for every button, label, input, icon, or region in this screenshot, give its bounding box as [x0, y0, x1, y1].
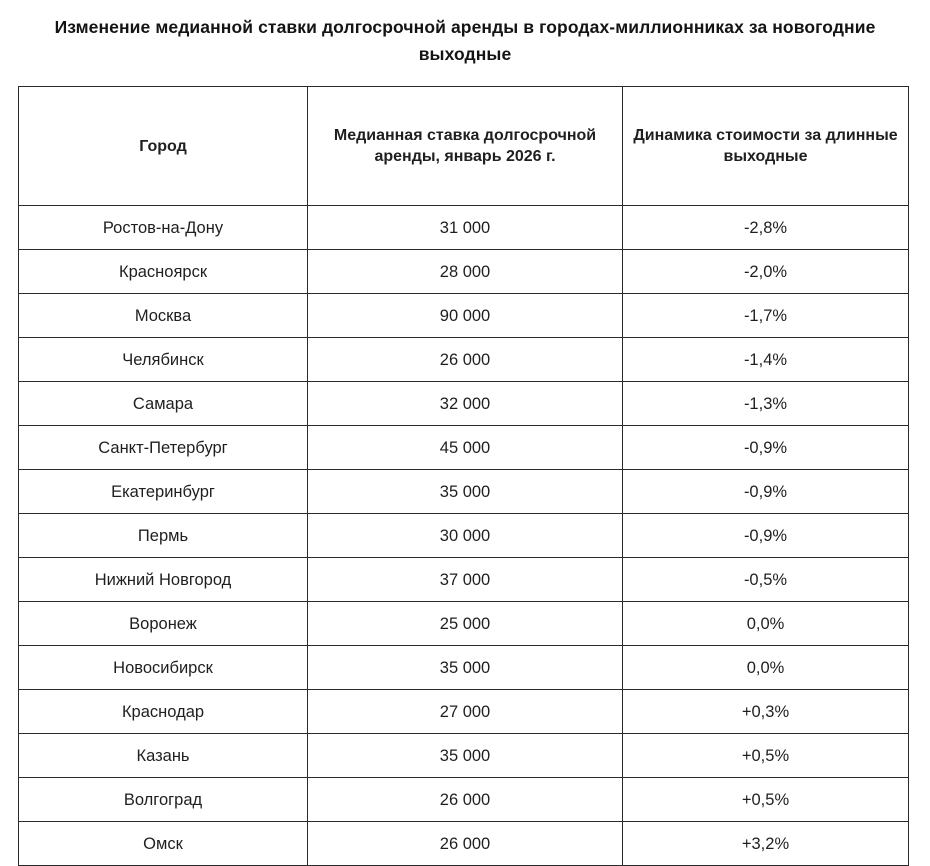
cell-dynamic: -0,9% [623, 470, 909, 514]
table-row [19, 294, 909, 338]
cell-median-rate: 28 000 [308, 250, 623, 294]
cell-city: Воронеж [19, 602, 308, 646]
cell-city: Нижний Новгород [19, 558, 308, 602]
column-header-city: Город [19, 87, 308, 206]
table-row [19, 822, 909, 866]
cell-city: Красноярск [19, 250, 308, 294]
cell-dynamic: -1,4% [623, 338, 909, 382]
rent-rates-table-container [18, 86, 908, 866]
cell-dynamic: +3,2% [623, 822, 909, 866]
table-row [19, 206, 909, 250]
table-row [19, 514, 909, 558]
cell-dynamic: +0,5% [623, 778, 909, 822]
table-row [19, 558, 909, 602]
cell-city: Санкт-Петербург [19, 426, 308, 470]
table-row [19, 646, 909, 690]
table-header [19, 87, 909, 206]
cell-median-rate: 30 000 [308, 514, 623, 558]
cell-dynamic: -0,9% [623, 514, 909, 558]
cell-city: Омск [19, 822, 308, 866]
cell-dynamic: 0,0% [623, 602, 909, 646]
cell-dynamic: +0,3% [623, 690, 909, 734]
table-row [19, 426, 909, 470]
cell-city: Челябинск [19, 338, 308, 382]
cell-city: Казань [19, 734, 308, 778]
cell-city: Краснодар [19, 690, 308, 734]
cell-median-rate: 35 000 [308, 646, 623, 690]
cell-city: Новосибирск [19, 646, 308, 690]
cell-city: Самара [19, 382, 308, 426]
cell-median-rate: 27 000 [308, 690, 623, 734]
cell-median-rate: 35 000 [308, 734, 623, 778]
cell-median-rate: 37 000 [308, 558, 623, 602]
cell-median-rate: 31 000 [308, 206, 623, 250]
cell-dynamic: -1,7% [623, 294, 909, 338]
table-header-row [19, 87, 909, 206]
cell-city: Москва [19, 294, 308, 338]
table-row [19, 602, 909, 646]
cell-city: Пермь [19, 514, 308, 558]
cell-median-rate: 26 000 [308, 822, 623, 866]
cell-city: Екатеринбург [19, 470, 308, 514]
cell-dynamic: -0,9% [623, 426, 909, 470]
cell-median-rate: 26 000 [308, 338, 623, 382]
cell-city: Волгоград [19, 778, 308, 822]
cell-median-rate: 26 000 [308, 778, 623, 822]
table-row [19, 470, 909, 514]
table-row [19, 382, 909, 426]
page-title: Изменение медианной ставки долгосрочной аренды в городах-миллионниках за новогодние выходные [54, 17, 876, 64]
cell-dynamic: -0,5% [623, 558, 909, 602]
cell-median-rate: 32 000 [308, 382, 623, 426]
table-row [19, 250, 909, 294]
table-row [19, 734, 909, 778]
cell-dynamic: 0,0% [623, 646, 909, 690]
cell-median-rate: 45 000 [308, 426, 623, 470]
column-header-dynamic: Динамика стоимости за длинные выходные [623, 87, 909, 206]
cell-median-rate: 90 000 [308, 294, 623, 338]
column-header-median-rate: Медианная ставка долгосрочной аренды, январь 2026 г. [308, 87, 623, 206]
table-row [19, 690, 909, 734]
table-body [19, 206, 909, 866]
cell-dynamic: -1,3% [623, 382, 909, 426]
rent-rates-table [18, 86, 909, 866]
table-row [19, 338, 909, 382]
cell-dynamic: -2,8% [623, 206, 909, 250]
table-row [19, 778, 909, 822]
cell-city: Ростов-на-Дону [19, 206, 308, 250]
cell-dynamic: -2,0% [623, 250, 909, 294]
cell-median-rate: 25 000 [308, 602, 623, 646]
cell-median-rate: 35 000 [308, 470, 623, 514]
cell-dynamic: +0,5% [623, 734, 909, 778]
